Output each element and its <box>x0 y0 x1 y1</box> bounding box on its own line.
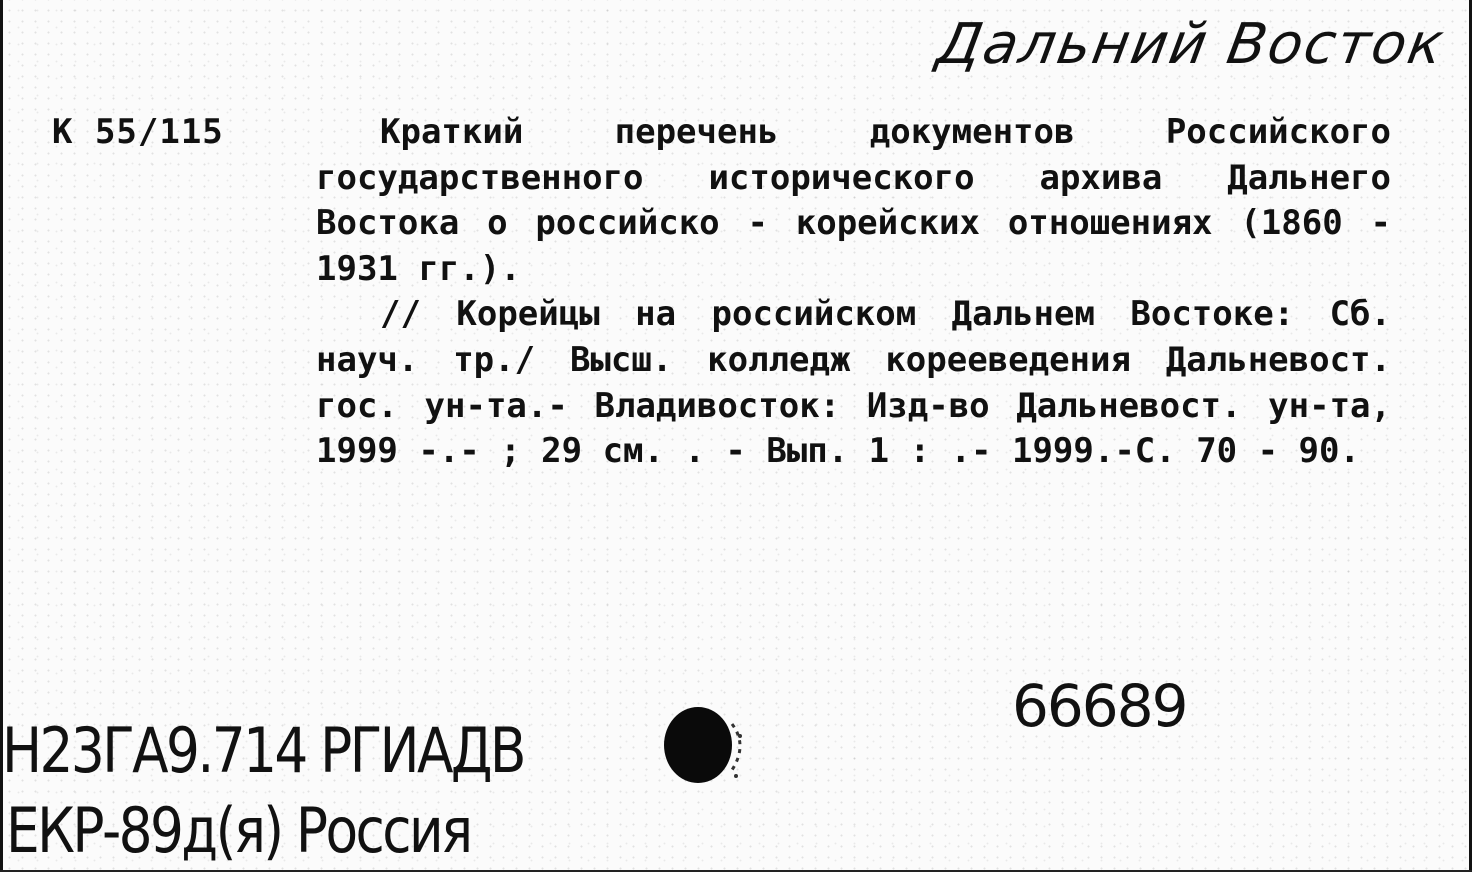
classmark-handwritten: Н23ГА9.714 РГИАДВ <box>2 714 524 787</box>
inventory-number: 66689 <box>1012 672 1187 740</box>
collection-handwritten: ЕКР-89д(я) Россия <box>6 794 471 867</box>
shelfmark: К 55/115 <box>52 112 224 152</box>
source-paragraph: // Корейцы на российском Дальнем Востоке: Сб. науч. тр./ Высш. колледж корееведения Дальневост. гос. ун-та.- Владивосток: Изд-во Дальневост. ун-та, 1999 -.- ; 29 см. . - Вып. 1 : .- 1999.-С. 70 - 90. <box>316 294 1391 472</box>
bibliographic-description <box>316 110 1391 475</box>
punch-hole-icon <box>656 700 746 790</box>
topic-handwritten: Дальний Восток <box>932 12 1450 77</box>
title-paragraph: Краткий перечень документов Российского государственного исторического архива Дальнего Востока о российско - корейских отношениях (1860 - 1931 гг.). <box>316 112 1391 289</box>
